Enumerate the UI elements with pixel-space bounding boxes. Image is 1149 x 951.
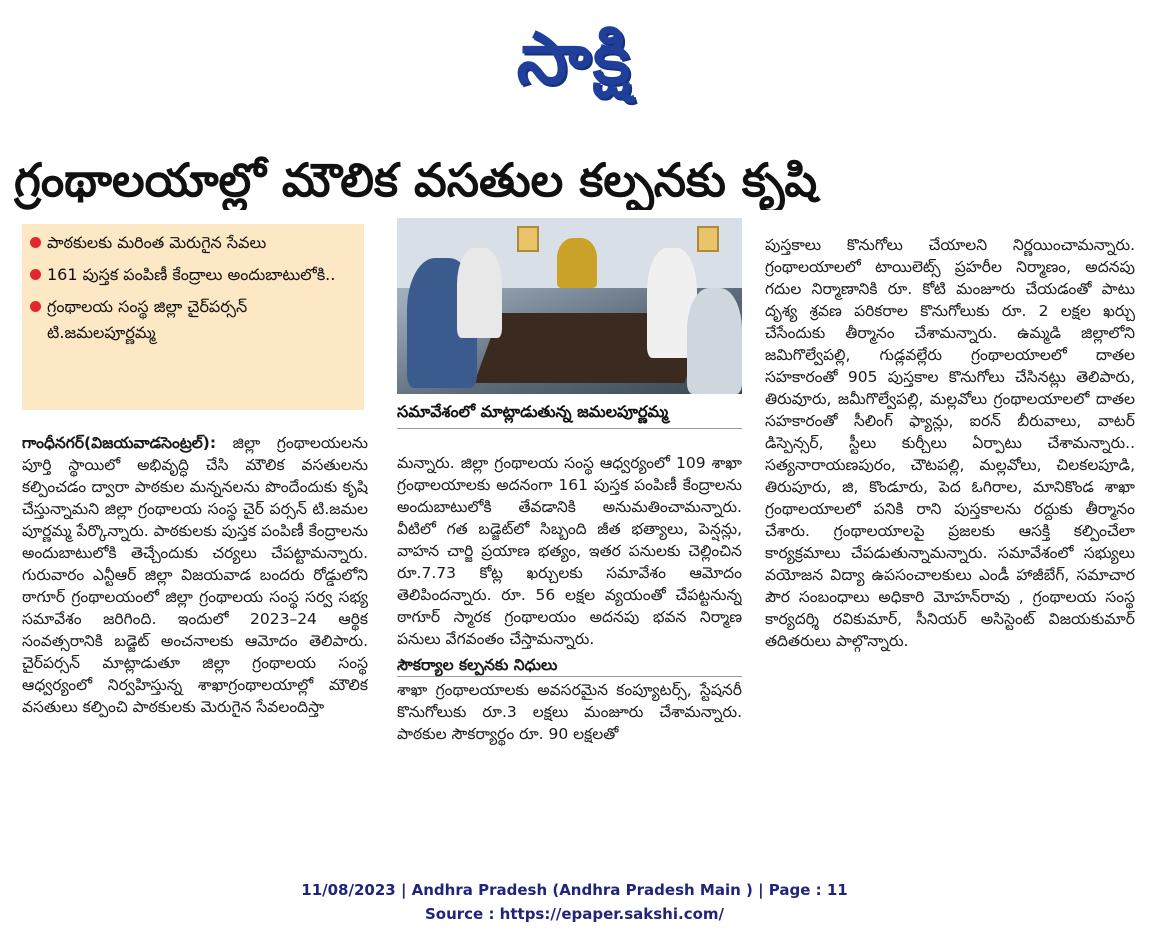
article-text: జిల్లా గ్రంథాలయలను పూర్తి స్థాయిలో అభివృద్ధి చేసి మౌలిక వసతులను కల్పించడం ద్వారా పాఠకుల మన్ననలను పొందేందుకు కృషి చేస్తున్నామని జిల్లా గ్రంథాలయ సంస్థ చైర్ పర్సన్ టి.జమల పూర్ణమ్మ పేర్కొన్నారు. పాఠకులకు పుస్తక పంపిణీ కేంద్రాలను అందుబాటులోకి తెచ్చేందుకు చర్యలు చేపట్టామన్నారు. గురువారం ఎన్టీఆర్ జిల్లా విజయవాడ బందరు రోడ్డులోని ఠాగూర్ గ్రంథాలయంలో జిల్లా గ్రంథాలయ సంస్థ సర్వ సభ్య సమావేశం జరిగింది. ఇందులో 2023–24 ఆర్థిక సంవత్సరానికి బడ్జెట్ అంచనాలకు ఆమోదం తెలిపారు. చైర్‌పర్సన్ మాట్లాడుతూ జిల్లా గ్రంథాలయ సంస్థ ఆధ్వర్యంలో నిర్వహిస్తున్న శాఖాగ్రంథాలయాల్లో మౌలిక వసతులు కల్పించి పాఠకులకు మెరుగైన సేవలందిస్తా	[22, 434, 368, 716]
photo-person	[457, 248, 502, 338]
highlight-text: 161 పుస్తక పంపిణీ కేంద్రాలు అందుబాటులోకి..	[47, 265, 336, 284]
meeting-photo	[397, 218, 742, 394]
photo-frame-decor	[697, 226, 719, 252]
article-headline: గ్రంథాలయాల్లో మౌలిక వసతుల కల్పనకు కృషి	[14, 153, 818, 207]
dateline: గాంధీనగర్(విజయవాడసెంట్రల్):	[22, 434, 217, 452]
highlight-text: పాఠకులకు మరింత మెరుగైన సేవలు	[47, 233, 267, 252]
photo-person	[687, 288, 742, 394]
highlights-box	[22, 224, 364, 410]
footer-source-link[interactable]: Source : https://epaper.sakshi.com/	[424, 905, 724, 923]
article-paragraph: మన్నారు. జిల్లా గ్రంథాలయ సంస్థ ఆధ్వర్యంలో 109 శాఖా గ్రంథాలయాలకు అదనంగా 161 పుస్తక పంపిణీ కేంద్రాలను అందుబాటులోకి తేవడానికి అనుమతించామన్నారు. వీటిలో గత బడ్జెట్‌లో సిబ్బంది జీత భత్యాలు, పెన్షన్లు, వాహన చార్జి ప్రయాణ భత్యం, ఇతర పనులకు చెల్లించిన రూ.7.73 కోట్ల ఖర్చులకు సమావేశం ఆమోదం తెలిపిందన్నారు. రూ. 56 లక్షల వ్యయంతో చేపట్టనున్న ఠాగూర్ స్మారక గ్రంథాలయం అదనపు భవన నిర్మాణ పనులు వేగవంతం చేస్తామన్నారు.	[397, 454, 742, 648]
article-subheading: సౌకర్యాల కల్పనకు నిధులు	[397, 654, 742, 677]
photo-caption: సమావేశంలో మాట్లాడుతున్న జమలపూర్ణమ్మ	[397, 402, 742, 429]
highlight-item	[30, 230, 356, 256]
highlight-text: గ్రంథాలయ సంస్థ జిల్లా చైర్‌పర్సన్ టి.జమలపూర్ణమ్మ	[47, 297, 248, 342]
red-bullet-icon	[30, 269, 41, 280]
article-column-2	[397, 452, 742, 836]
article-column-3	[765, 234, 1135, 836]
page-footer	[0, 878, 1149, 926]
article-paragraph: శాఖా గ్రంథాలయాలకు అవసరమైన కంప్యూటర్స్, స్టేషనరీ కొనుగోలుకు రూ.3 లక్షలు మంజూరు చేశామన్నారు. పాఠకుల సౌకర్యార్థం రూ. 90 లక్షలతో	[397, 681, 742, 743]
article-paragraph: పుస్తకాలు కొనుగోలు చేయాలని నిర్ణయించామన్నారు. గ్రంథాలయాలలో టాయిలెట్స్ ప్రహరీల నిర్మాణం, అదనపు గదుల నిర్మాణానికి రూ. కోటి మంజూరు చేయడంతో పాటు దృశ్య శ్రవణ పరికరాల కొనుగోలుకు రూ. 2 లక్షల ఖర్చు చేసేందుకు తీర్మానం చేశామన్నారు. ఉమ్మడి జిల్లాలోని జమిగొల్వేపల్లి, గుడ్లవల్లేరు గ్రంథాలయాలలో దాతల సహకారంతో 905 పుస్తకాల కొనుగోలు చేసినట్లు తెలిపారు, తిరువూరు, జమీగొల్వేపల్లి, మల్లవోలు గ్రంథాలయాలలో దాతల సహకారంతో సీలింగ్ ఫ్యాన్లు, ఐరన్ బీరువాలు, వాటర్ డిస్పెన్సర్, స్టీలు కుర్చీలు ఏర్పాటు చేశామన్నారు.. సత్యనారాయణపురం, చౌటపల్లి, మల్లవోలు, చిలకలపూడి, తిరుపూరు, జి, కొండూరు, పెద ఓగిరాల, మానికొండ శాఖా గ్రంథాలయాలలో పనికి రాని పుస్తకాలను రద్దుకు తీర్మానం చేశారు. గ్రంథాలయాలపై ప్రజలకు ఆసక్తి కల్పించేలా కార్యక్రమాలు చేపడుతున్నామన్నారు. సమావేశంలో సభ్యులు వయోజన విద్యా ఉపసంచాలకులు ఎండీ హాజీబేగ్, సమాచార పౌర సంబంధాలు అధికారి మోహన్‌రావు , గ్రంథాలయ సంస్థ కార్యదర్శి రవికుమార్, సీనియర్ అసిస్టెంట్ విజయకుమార్ తదితరులు పాల్గొన్నారు.	[765, 236, 1135, 650]
highlight-item	[30, 262, 356, 288]
sakshi-logo: సాక్షి	[516, 16, 633, 100]
photo-person	[557, 238, 597, 288]
red-bullet-icon	[30, 237, 41, 248]
article-column-1	[22, 432, 368, 836]
highlight-item	[30, 294, 356, 346]
footer-date-line: 11/08/2023 | Andhra Pradesh (Andhra Pradesh Main ) | Page : 11	[301, 881, 848, 899]
article-paragraph	[22, 432, 368, 718]
photo-frame-decor	[517, 226, 539, 252]
red-bullet-icon	[30, 301, 41, 312]
masthead	[0, 8, 1149, 108]
